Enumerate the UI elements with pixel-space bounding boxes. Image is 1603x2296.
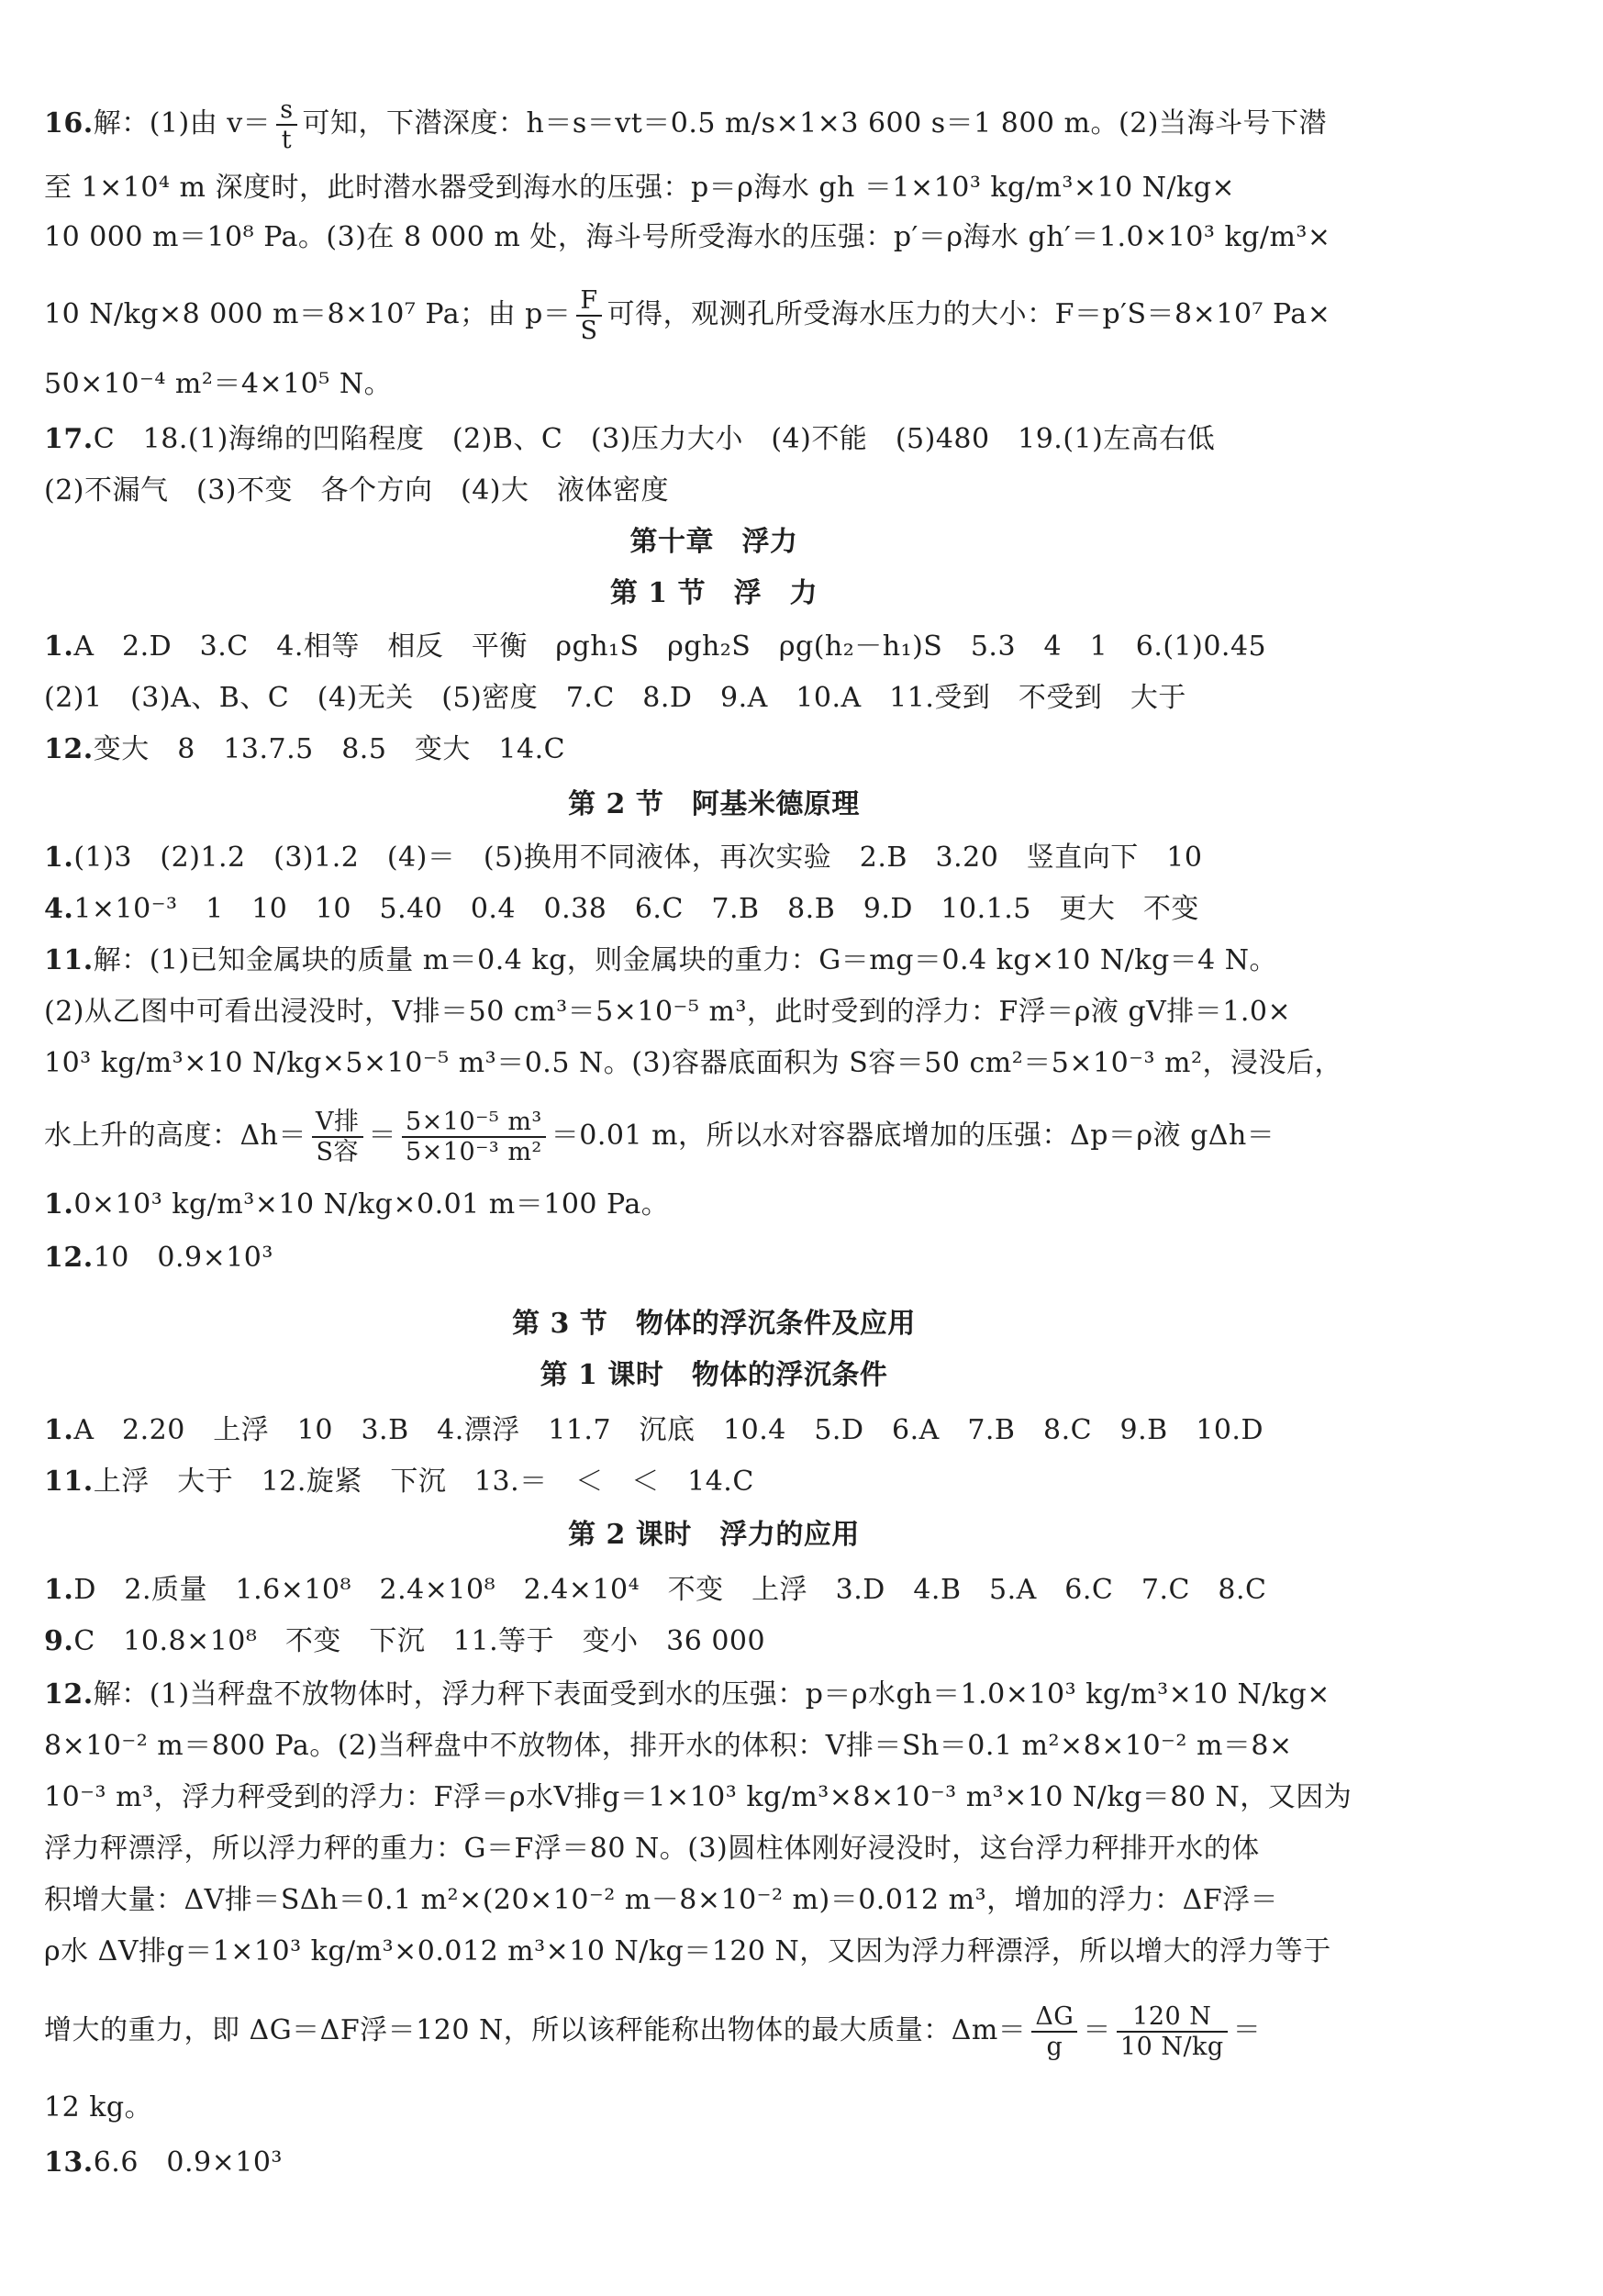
question-number: 13. — [44, 2146, 94, 2179]
answer-16-line-4 — [44, 286, 1330, 345]
lesson-2-line-8: ρ水 ΔV排g＝1×10³ kg/m³×0.012 m³×10 N/kg＝120 N，又因为浮力秤漂浮，所以增大的浮力等于 — [44, 1935, 1331, 1967]
answer-17-19-line-2: (2)不漏气 (3)不变 各个方向 (4)大 液体密度 — [44, 474, 669, 507]
section-1-line-3: 12.变大 8 13.7.5 8.5 变大 14.C — [44, 733, 566, 765]
section-2-title: 第 2 节 阿基米德原理 — [568, 788, 860, 820]
question-number: 17. — [44, 423, 94, 455]
fraction-numerator: s — [276, 95, 296, 126]
fraction-f-over-s — [576, 286, 601, 345]
section-1-title: 第 1 节 浮 力 — [609, 577, 818, 609]
fraction-denominator: 10 N/kg — [1119, 2033, 1224, 2062]
fraction-denominator: S容 — [316, 1138, 359, 1167]
equals-sign: ＝ — [368, 1120, 396, 1153]
lesson-2-line-10: 12 kg。 — [44, 2091, 153, 2123]
fraction-denominator: 5×10⁻³ m² — [406, 1138, 542, 1167]
lesson-1-line-1: 1.A 2.20 上浮 10 3.B 4.漂浮 11.7 沉底 10.4 5.D 6.A 7.B 8.C 9.B 10.D — [44, 1414, 1263, 1446]
fraction-numerator: 120 N — [1117, 2002, 1228, 2033]
text-segment: 增大的重力，即 ΔG＝ΔF浮＝120 N，所以该秤能称出物体的最大质量：Δm＝ — [44, 2014, 1027, 2047]
answer-16-line-5: 50×10⁻⁴ m²＝4×10⁵ N。 — [44, 368, 393, 400]
question-number: 1. — [44, 1574, 74, 1606]
question-number: 12. — [44, 1242, 94, 1274]
question-number: 12. — [44, 1678, 94, 1711]
fraction-s-over-t — [276, 95, 296, 154]
chapter-title: 第十章 浮力 — [629, 526, 798, 558]
section-1-line-2: (2)1 (3)A、B、C (4)无关 (5)密度 7.C 8.D 9.A 10.A 11.受到 不受到 大于 — [44, 682, 1186, 714]
fraction-numerator: ΔG — [1031, 2002, 1077, 2033]
lesson-2-line-5: 10⁻³ m³，浮力秤受到的浮力：F浮＝ρ水V排g＝1×10³ kg/m³×8×10⁻³ m³×10 N/kg＝80 N，又因为 — [44, 1781, 1353, 1813]
question-number: 4. — [44, 893, 74, 925]
fraction-volume-over-area — [402, 1108, 546, 1166]
text-segment: 16.解：(1)由 v＝ — [44, 107, 272, 140]
fraction-numerator: V排 — [312, 1108, 363, 1138]
answer-16-line-2: 至 1×10⁴ m 深度时，此时潜水器受到海水的压强：p＝ρ海水 gh ＝1×10³ kg/m³×10 N/kg× — [44, 172, 1236, 204]
answer-17-19-line-1: 17.C 18.(1)海绵的凹陷程度 (2)B、C (3)压力大小 (4)不能 (5)480 19.(1)左高右低 — [44, 423, 1216, 455]
lesson-2-line-2: 9.C 10.8×10⁸ 不变 下沉 11.等于 变小 36 000 — [44, 1625, 766, 1657]
question-number: 9. — [44, 1625, 74, 1657]
fraction-denominator: t — [281, 126, 293, 155]
lesson-2-line-9 — [44, 2002, 1261, 2061]
fraction-force-over-g — [1117, 2002, 1228, 2061]
section-2-line-1: 1.(1)3 (2)1.2 (3)1.2 (4)＝ (5)换用不同液体，再次实验 2.B 3.20 竖直向下 10 — [44, 841, 1203, 874]
fraction-denominator: S — [580, 317, 598, 346]
lesson-2-line-11: 13.6.6 0.9×10³ — [44, 2146, 283, 2179]
question-number: 1. — [44, 841, 74, 874]
section-3-title: 第 3 节 物体的浮沉条件及应用 — [512, 1308, 916, 1340]
question-number: 1. — [44, 1414, 74, 1446]
section-2-line-7: 1.0×10³ kg/m³×10 N/kg×0.01 m＝100 Pa。 — [44, 1188, 670, 1220]
question-number: 1. — [44, 630, 74, 663]
fraction-delta-g-over-g — [1031, 2002, 1077, 2061]
equals-sign: ＝ — [1232, 2014, 1262, 2047]
answer-16-line-1 — [44, 95, 1327, 154]
lesson-2-line-7: 积增大量：ΔV排＝SΔh＝0.1 m²×(20×10⁻² m－8×10⁻² m)＝0.012 m³，增加的浮力：ΔF浮＝ — [44, 1884, 1279, 1916]
lesson-1-line-2: 11.上浮 大于 12.旋紧 下沉 13.＝ ＜ ＜ 14.C — [44, 1466, 754, 1498]
section-2-line-3: 11.解：(1)已知金属块的质量 m＝0.4 kg，则金属块的重力：G＝mg＝0.4 kg×10 N/kg＝4 N。 — [44, 944, 1278, 976]
question-number: 16. — [44, 107, 94, 140]
section-2-line-8: 12.10 0.9×10³ — [44, 1242, 273, 1274]
lesson-2-line-1: 1.D 2.质量 1.6×10⁸ 2.4×10⁸ 2.4×10⁴ 不变 上浮 3.D 4.B 5.A 6.C 7.C 8.C — [44, 1574, 1267, 1606]
text-segment: 10 N/kg×8 000 m＝8×10⁷ Pa；由 p＝ — [44, 298, 572, 331]
fraction-numerator: 5×10⁻⁵ m³ — [402, 1108, 546, 1138]
lesson-1-title: 第 1 课时 物体的浮沉条件 — [540, 1359, 888, 1391]
text-segment: 可得，观测孔所受海水压力的大小：F＝p′S＝8×10⁷ Pa× — [607, 298, 1331, 331]
question-number: 11. — [44, 1466, 94, 1498]
section-2-line-5: 10³ kg/m³×10 N/kg×5×10⁻⁵ m³＝0.5 N。(3)容器底面积为 S容＝50 cm²＝5×10⁻³ m²，浸没后， — [44, 1047, 1343, 1079]
lesson-2-line-6: 浮力秤漂浮，所以浮力秤的重力：G＝F浮＝80 N。(3)圆柱体刚好浸没时，这台浮力秤排开水的体 — [44, 1833, 1260, 1865]
text-segment: ＝0.01 m，所以水对容器底增加的压强：Δp＝ρ液 gΔh＝ — [551, 1120, 1275, 1153]
fraction-v-over-s — [312, 1108, 363, 1166]
section-2-line-4: (2)从乙图中可看出浸没时，V排＝50 cm³＝5×10⁻⁵ m³，此时受到的浮力：F浮＝ρ液 gV排＝1.0× — [44, 996, 1292, 1028]
equals-sign: ＝ — [1083, 2014, 1111, 2047]
lesson-2-title: 第 2 课时 浮力的应用 — [568, 1519, 860, 1551]
fraction-numerator: F — [576, 286, 601, 317]
section-1-line-1: 1.A 2.D 3.C 4.相等 相反 平衡 ρgh₁S ρgh₂S ρg(h₂－h₁)S 5.3 4 1 6.(1)0.45 — [44, 630, 1267, 663]
text-segment: 水上升的高度：Δh＝ — [44, 1120, 306, 1153]
fraction-denominator: g — [1046, 2033, 1063, 2062]
lesson-2-line-4: 8×10⁻² m＝800 Pa。(2)当秤盘中不放物体，排开水的体积：V排＝Sh＝0.1 m²×8×10⁻² m＝8× — [44, 1730, 1293, 1762]
text-segment: 可知，下潜深度：h＝s＝vt＝0.5 m/s×1×3 600 s＝1 800 m。(2)当海斗号下潜 — [302, 107, 1328, 140]
question-number: 12. — [44, 733, 94, 765]
section-2-line-2: 4.1×10⁻³ 1 10 10 5.40 0.4 0.38 6.C 7.B 8.B 9.D 10.1.5 更大 不变 — [44, 893, 1199, 925]
answer-16-line-3: 10 000 m＝10⁸ Pa。(3)在 8 000 m 处，海斗号所受海水的压强：p′＝ρ海水 gh′＝1.0×10³ kg/m³× — [44, 221, 1331, 253]
section-2-line-6 — [44, 1108, 1275, 1166]
question-number: 1. — [44, 1188, 74, 1220]
lesson-2-line-3: 12.解：(1)当秤盘不放物体时，浮力秤下表面受到水的压强：p＝ρ水gh＝1.0×10³ kg/m³×10 N/kg× — [44, 1678, 1330, 1711]
question-number: 11. — [44, 944, 94, 976]
